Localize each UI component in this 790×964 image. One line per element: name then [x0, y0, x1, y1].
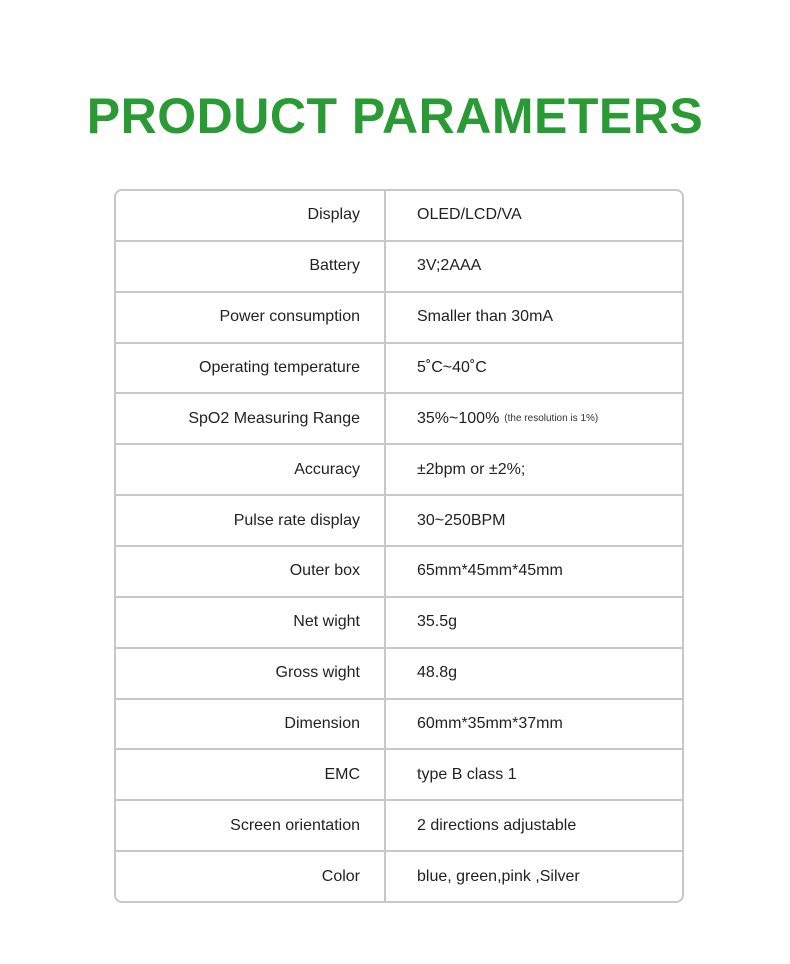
parameter-label: Operating temperature: [116, 344, 386, 393]
parameter-label: EMC: [116, 750, 386, 799]
parameter-value-text: 2 directions adjustable: [417, 816, 577, 834]
parameter-label: Dimension: [116, 700, 386, 749]
table-row: [116, 700, 682, 751]
table-row: [116, 598, 682, 649]
table-row: [116, 547, 682, 598]
parameter-label: Accuracy: [116, 445, 386, 494]
table-row: [116, 344, 682, 395]
parameter-label: Display: [116, 191, 386, 240]
table-row: [116, 801, 682, 852]
table-row: [116, 293, 682, 344]
table-row: [116, 649, 682, 700]
parameter-value: [386, 598, 682, 647]
parameter-value-text: 3V;2AAA: [417, 257, 482, 275]
parameter-label: Battery: [116, 242, 386, 291]
parameter-value: [386, 801, 682, 850]
parameter-value: [386, 852, 682, 901]
page-title: PRODUCT PARAMETERS: [86, 88, 704, 144]
parameter-label: Pulse rate display: [116, 496, 386, 545]
parameter-label: SpO2 Measuring Range: [116, 394, 386, 443]
table-row: [116, 496, 682, 547]
parameter-value-text: 30~250BPM: [417, 511, 506, 529]
parameter-value: [386, 242, 682, 291]
parameter-label: Gross wight: [116, 649, 386, 698]
table-row: [116, 445, 682, 496]
parameter-label: Screen orientation: [116, 801, 386, 850]
parameter-value-text: blue, green,pink ,Silver: [417, 867, 580, 885]
parameter-value: [386, 445, 682, 494]
parameter-value-text: 48.8g: [417, 664, 458, 682]
parameter-value-text: type B class 1: [417, 765, 517, 783]
table-row: [116, 750, 682, 801]
parameter-value-text: 60mm*35mm*37mm: [417, 715, 563, 733]
parameter-value: [386, 394, 682, 443]
parameter-value-text: Smaller than 30mA: [417, 308, 554, 326]
parameter-value: [386, 191, 682, 240]
parameter-label: Outer box: [116, 547, 386, 596]
parameter-value: [386, 547, 682, 596]
parameter-value: [386, 649, 682, 698]
parameters-table: [114, 189, 684, 903]
parameter-value: [386, 344, 682, 393]
table-row: [116, 852, 682, 901]
parameter-value-text: 35.5g: [417, 613, 458, 631]
parameter-value-text: 35%~100%: [417, 409, 500, 427]
parameter-note: (the resolution is 1%): [504, 413, 599, 425]
parameter-label: Net wight: [116, 598, 386, 647]
parameter-value: [386, 496, 682, 545]
parameter-value-text: OLED/LCD/VA: [417, 206, 522, 224]
parameter-label: Power consumption: [116, 293, 386, 342]
table-row: [116, 242, 682, 293]
parameter-value: [386, 750, 682, 799]
table-row: [116, 191, 682, 242]
parameters-table-body: [116, 191, 682, 901]
parameter-value-text: ±2bpm or ±2%;: [417, 460, 526, 478]
parameter-value-text: 5˚C~40˚C: [417, 359, 487, 376]
parameter-value: [386, 293, 682, 342]
parameter-value-text: 65mm*45mm*45mm: [417, 562, 563, 580]
table-row: [116, 394, 682, 445]
parameter-label: Color: [116, 852, 386, 901]
parameter-value: [386, 700, 682, 749]
